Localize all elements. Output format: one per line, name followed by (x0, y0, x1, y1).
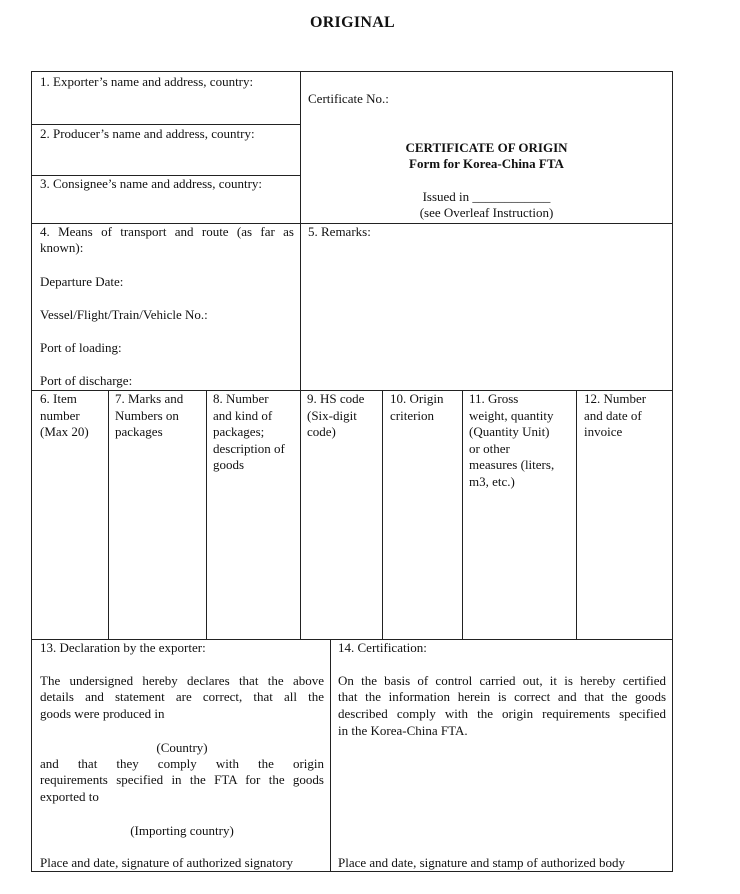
declaration-text-line: goods were produced in (40, 706, 165, 721)
declaration-text-line: details and statement are correct, that all the (40, 689, 324, 704)
consignee-field-label: 3. Consignee’s name and address, country: (40, 176, 263, 191)
column-header-item-number: 6. Item number (Max 20) (40, 391, 89, 439)
certification-text-line: described comply with the origin requirements specified (338, 706, 666, 721)
declaration-label: 13. Declaration by the exporter: (40, 640, 206, 655)
declaration-text-line: and that they comply with the origin (40, 756, 324, 771)
authority-signature-line: Place and date, signature and stamp of authorized body (338, 855, 625, 870)
issued-in-label: Issued in ____________ (422, 189, 551, 204)
column-header-marks: 7. Marks and Numbers on packages (115, 391, 184, 439)
certification-text-line: in the Korea-China FTA. (338, 723, 468, 738)
certificate-no-label: Certificate No.: (308, 91, 389, 106)
col-divider-3 (300, 390, 301, 639)
certification-text-line: On the basis of control carried out, it is hereby certified (338, 673, 666, 688)
column-header-hs-code: 9. HS code (Six-digit code) (307, 391, 365, 439)
transport-label-cont: known): (40, 240, 84, 255)
departure-date-label: Departure Date: (40, 274, 124, 289)
certificate-title: CERTIFICATE OF ORIGIN (405, 140, 568, 155)
port-of-discharge-label: Port of discharge: (40, 373, 133, 388)
certification-text-line: that the information herein is correct and that the goods (338, 689, 666, 704)
certification-label: 14. Certification: (338, 640, 427, 655)
overleaf-note: (see Overleaf Instruction) (419, 205, 554, 220)
importing-country-placeholder: (Importing country) (130, 823, 234, 838)
column-header-origin-criterion: 10. Origin criterion (390, 391, 444, 423)
vessel-no-label: Vessel/Flight/Train/Vehicle No.: (40, 307, 208, 322)
exporter-field-label: 1. Exporter’s name and address, country: (40, 74, 254, 89)
column-header-packages: 8. Number and kind of packages; description of goods (213, 391, 285, 472)
col-divider-2 (206, 390, 207, 639)
declaration-text-line: The undersigned hereby declares that the above (40, 673, 324, 688)
declaration-text-line: requirements specified in the FTA for the goods (40, 772, 324, 787)
transport-label: 4. Means of transport and route (as far as (40, 224, 294, 239)
column-header-gross-weight: 11. Gross weight, quantity (Quantity Unit) or other measures (liters, m3, etc.) (469, 391, 555, 489)
column-header-invoice: 12. Number and date of invoice (584, 391, 647, 439)
divider-top-vertical (300, 72, 301, 390)
col-divider-4 (382, 390, 383, 639)
remarks-label: 5. Remarks: (308, 224, 371, 239)
divider-exporter-producer (32, 124, 300, 125)
producer-field-label: 2. Producer’s name and address, country: (40, 126, 255, 141)
col-divider-6 (576, 390, 577, 639)
col-divider-5 (462, 390, 463, 639)
certificate-subtitle: Form for Korea-China FTA (409, 156, 564, 171)
col-divider-1 (108, 390, 109, 639)
declaration-text-line: exported to (40, 789, 99, 804)
divider-bottom-vertical (330, 639, 331, 871)
port-of-loading-label: Port of loading: (40, 340, 122, 355)
exporter-signature-line: Place and date, signature of authorized signatory (40, 855, 294, 870)
page-title: ORIGINAL (309, 14, 396, 31)
country-placeholder: (Country) (156, 740, 208, 755)
certificate-form (31, 71, 673, 872)
